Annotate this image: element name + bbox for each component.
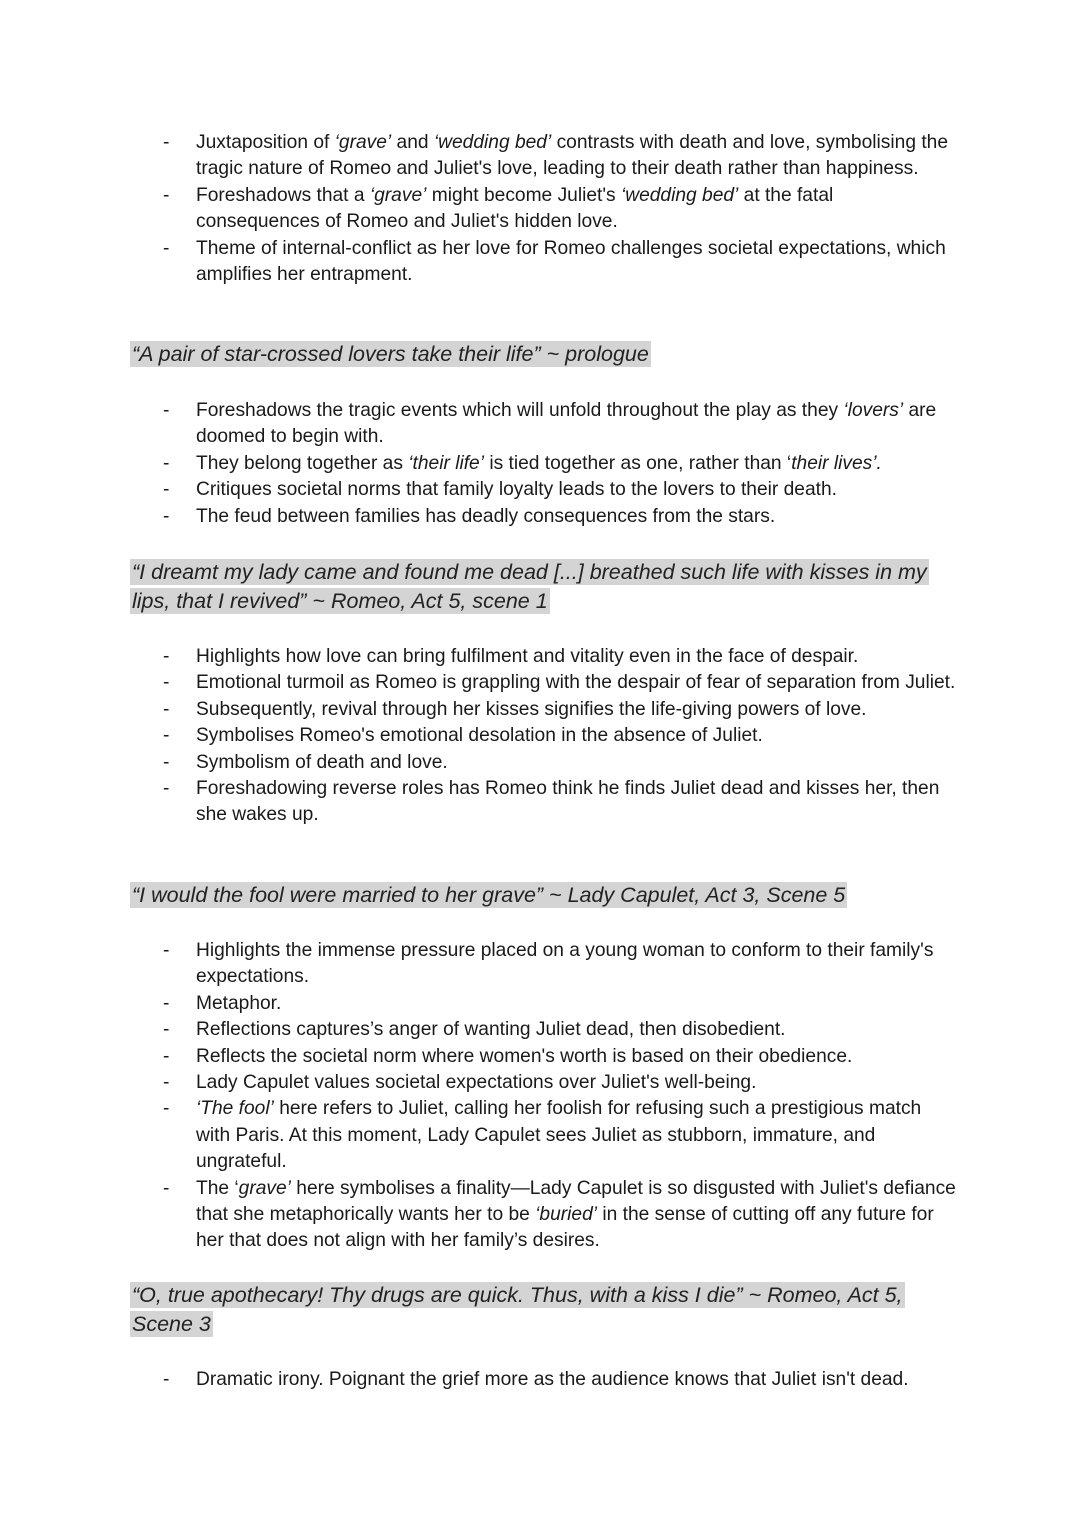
bullet-item: - The ‘grave’ here symbolises a finality—Lady Capulet is so disgusted with Juliet's defiance that she metaphorically wants her to be ‘buried’ in the sense of cutting off any future for her that does not align with her family’s desires.	[0, 1176, 956, 1255]
emphasis-text: their lives’.	[791, 452, 882, 474]
bullet-list	[0, 1367, 1080, 1393]
emphasis-text: ‘grave’	[334, 132, 392, 153]
section-1	[0, 130, 1080, 288]
bullet-item: - Reflections captures’s anger of wanting Juliet dead, then disobedient.	[0, 1017, 956, 1043]
emphasis-text: grave’	[238, 1177, 291, 1199]
bullet-item: - The feud between families has deadly consequences from the stars.	[0, 504, 956, 530]
emphasis-text: ‘The fool’	[196, 1098, 274, 1120]
bullet-item: - Highlights how love can bring fulfilment and vitality even in the face of despair.	[0, 644, 956, 670]
emphasis-text: ‘wedding bed’	[620, 184, 739, 206]
bullet-item: - Lady Capulet values societal expectations over Juliet's well-being.	[0, 1070, 956, 1096]
bullet-item: - Foreshadows the tragic events which will unfold throughout the play as they ‘lovers’ are doomed to begin with.	[0, 398, 956, 451]
bullet-item: - Highlights the immense pressure placed on a young woman to conform to their family's expectations.	[0, 938, 956, 991]
quote-text: “O, true apothecary! Thy drugs are quick. Thus, with a kiss I die” ~ Romeo, Act 5, Scene 3	[132, 1283, 903, 1336]
bullet-item: - Theme of internal-conflict as her love for Romeo challenges societal expectations, which amplifies her entrapment.	[0, 236, 956, 289]
emphasis-text: ‘buried’	[535, 1204, 598, 1226]
bullet-item: - Foreshadowing reverse roles has Romeo think he finds Juliet dead and kisses her, then she wakes up.	[0, 776, 956, 829]
bullet-item: - They belong together as ‘their life’ is tied together as one, rather than ‘their lives’.	[0, 451, 956, 477]
bullet-item: - Dramatic irony. Poignant the grief more as the audience knows that Juliet isn't dead.	[0, 1367, 956, 1393]
quote-heading	[130, 340, 850, 369]
quote-text: “I would the fool were married to her grave” ~ Lady Capulet, Act 3, Scene 5	[132, 883, 846, 907]
bullet-item: - Symbolises Romeo's emotional desolation in the absence of Juliet.	[0, 723, 956, 749]
quote-text: “A pair of star-crossed lovers take their life” ~ prologue	[132, 342, 649, 366]
emphasis-text: ‘wedding bed’	[433, 132, 552, 153]
emphasis-text: ‘their life’	[408, 452, 484, 474]
bullet-list	[0, 130, 1080, 288]
section-2	[0, 398, 1080, 530]
section-4	[0, 938, 1080, 1255]
quote-heading	[130, 558, 950, 615]
bullet-list	[0, 938, 1080, 1255]
bullet-item: - Reflects the societal norm where women's worth is based on their obedience.	[0, 1044, 956, 1070]
bullet-item: - ‘The fool’ here refers to Juliet, calling her foolish for refusing such a prestigious match with Paris. At this moment, Lady Capulet sees Juliet as stubborn, immature, and ungrateful.	[0, 1096, 956, 1175]
quote-heading	[130, 1281, 930, 1338]
bullet-item: - Metaphor.	[0, 991, 956, 1017]
bullet-item: - Subsequently, revival through her kisses signifies the life-giving powers of love.	[0, 697, 956, 723]
bullet-list	[0, 398, 1080, 530]
bullet-item: - Critiques societal norms that family loyalty leads to the lovers to their death.	[0, 477, 956, 503]
bullet-list	[0, 644, 1080, 829]
section-3	[0, 644, 1080, 829]
quote-heading	[130, 881, 950, 910]
bullet-item: - Juxtaposition of ‘grave’ and ‘wedding bed’ contrasts with death and love, symbolising the tragic nature of Romeo and Juliet's love, leading to their death rather than happiness.	[0, 130, 956, 183]
emphasis-text: ‘grave’	[369, 184, 427, 206]
emphasis-text: ‘lovers’	[843, 400, 904, 421]
section-5	[0, 1367, 1080, 1393]
bullet-item: - Symbolism of death and love.	[0, 750, 956, 776]
quote-text: “I dreamt my lady came and found me dead [...] breathed such life with kisses in my lips, that I revived” ~ Romeo, Act 5, scene 1	[132, 560, 927, 613]
bullet-item: - Foreshadows that a ‘grave’ might become Juliet's ‘wedding bed’ at the fatal consequences of Romeo and Juliet's hidden love.	[0, 183, 956, 236]
bullet-item: - Emotional turmoil as Romeo is grappling with the despair of fear of separation from Juliet.	[0, 670, 956, 696]
